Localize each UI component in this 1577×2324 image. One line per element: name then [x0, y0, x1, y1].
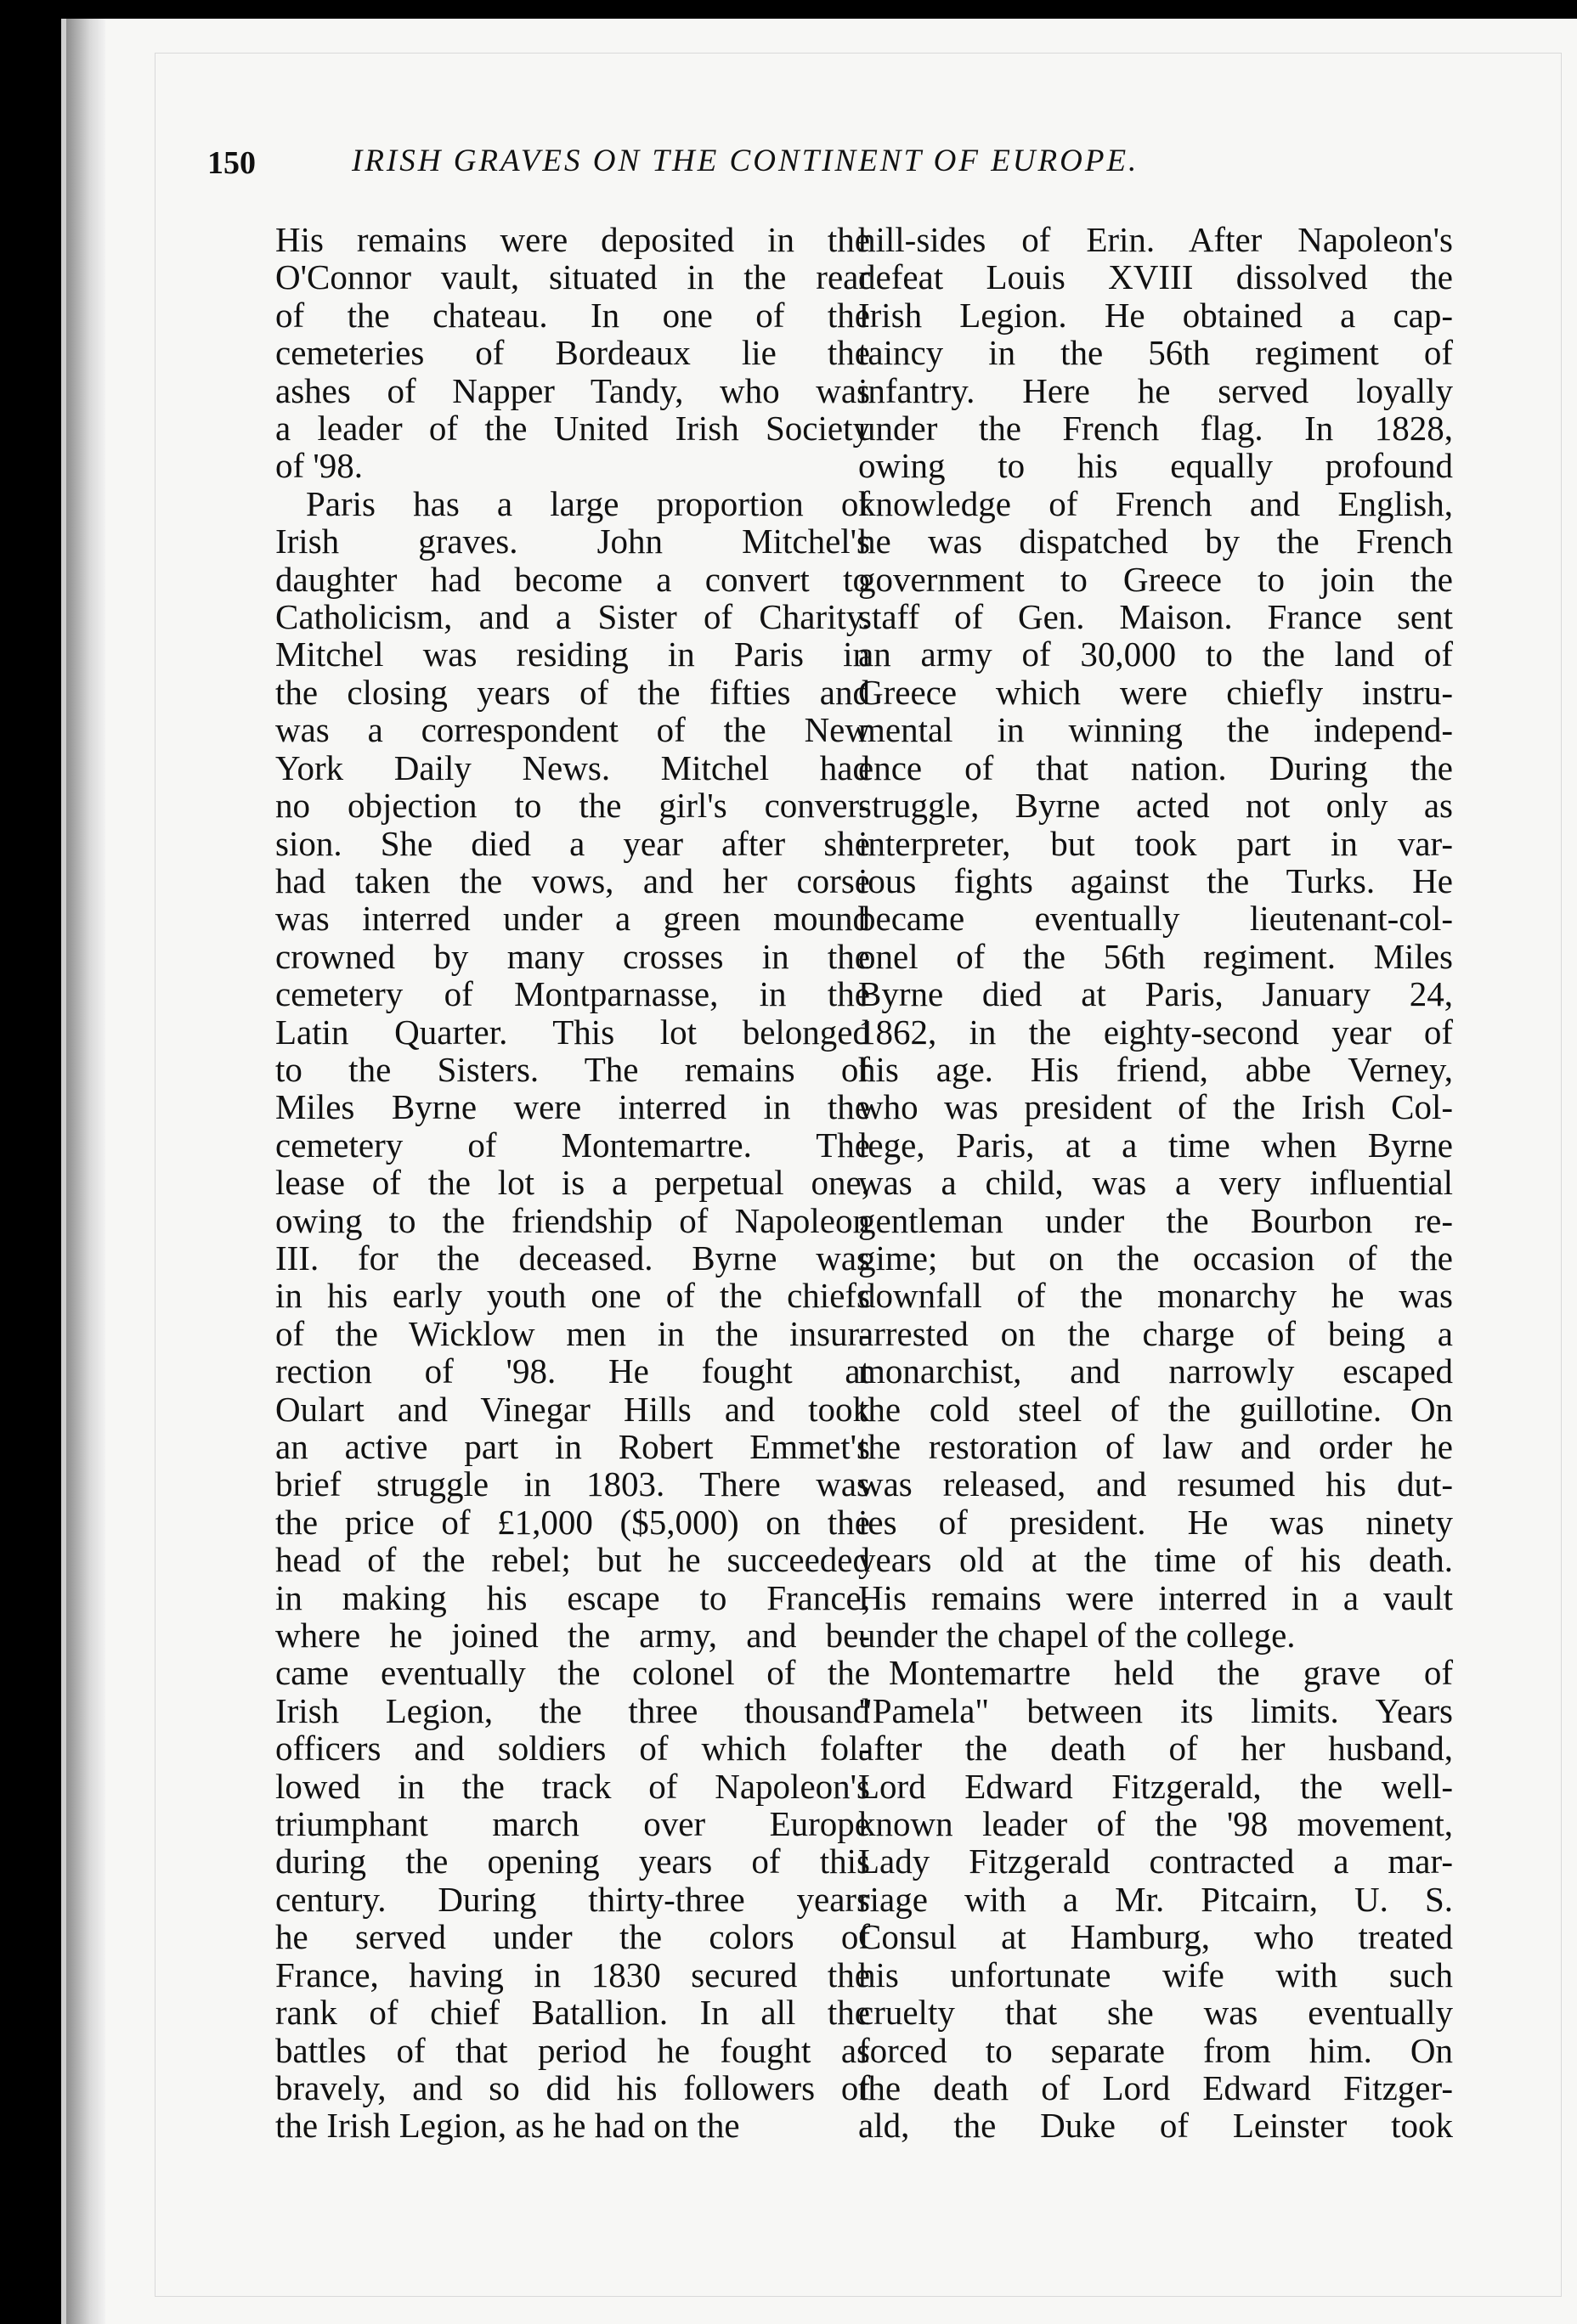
text-line: was interred under a green mound — [275, 899, 870, 939]
text-line: government to Greece to join the — [858, 559, 1453, 599]
page-number: 150 — [207, 145, 256, 181]
text-line: was a correspondent of the New — [275, 710, 870, 750]
text-line: in his early youth one of the chiefs — [275, 1276, 870, 1316]
text-line: downfall of the monarchy he was — [858, 1276, 1453, 1316]
text-line: cemetery of Montemartre. The — [275, 1125, 870, 1165]
text-line: an army of 30,000 to the land of — [858, 635, 1453, 674]
text-line: arrested on the charge of being a — [858, 1313, 1453, 1353]
text-line: sion. She died a year after she — [275, 823, 870, 863]
text-line: ald, the Duke of Leinster took — [858, 2106, 1453, 2146]
text-line: Lord Edward Fitzgerald, the well- — [858, 1766, 1453, 1806]
text-line: battles of that period he fought as — [275, 2030, 870, 2070]
text-line: under the chapel of the college. — [858, 1616, 1296, 1656]
text-line: Consul at Hamburg, who treated — [858, 1917, 1453, 1957]
left-text-column — [275, 221, 870, 2145]
text-line: York Daily News. Mitchel had — [275, 747, 870, 787]
text-line: daughter had become a convert to — [275, 559, 870, 599]
text-line: onel of the 56th regiment. Miles — [858, 936, 1453, 976]
text-line: his unfortunate wife with such — [858, 1955, 1453, 1994]
text-line: was released, and resumed his dut- — [858, 1464, 1453, 1504]
text-line: ies of president. He was ninety — [858, 1502, 1453, 1542]
running-title: IRISH GRAVES ON THE CONTINENT OF EUROPE. — [352, 144, 1139, 178]
text-line: III. for the deceased. Byrne was — [275, 1238, 870, 1278]
text-line: officers and soldiers of which fol- — [275, 1729, 870, 1768]
text-line: the Irish Legion, as he had on the — [275, 2106, 740, 2146]
text-line: rection of '98. He fought at — [275, 1351, 870, 1391]
text-line: forced to separate from him. On — [858, 2030, 1453, 2070]
text-line: no objection to the girl's conver- — [275, 786, 870, 826]
text-line: the cold steel of the guillotine. On — [858, 1389, 1453, 1429]
text-line: infantry. Here he served loyally — [858, 370, 1453, 410]
text-line: after the death of her husband, — [858, 1729, 1453, 1768]
text-line: gentleman under the Bourbon re- — [858, 1200, 1453, 1240]
text-line: century. During thirty-three years — [275, 1879, 870, 1919]
text-line: where he joined the army, and be- — [275, 1616, 870, 1656]
text-line: Oulart and Vinegar Hills and took — [275, 1389, 870, 1429]
text-line: Miles Byrne were interred in the — [275, 1087, 870, 1127]
text-line: lege, Paris, at a time when Byrne — [858, 1125, 1453, 1165]
text-line: in making his escape to France, — [275, 1577, 870, 1617]
text-line: His remains were deposited in the — [275, 220, 870, 259]
text-line: Lady Fitzgerald contracted a mar- — [858, 1842, 1453, 1881]
text-line: the restoration of law and order he — [858, 1427, 1453, 1466]
text-line: owing to his equally profound — [858, 446, 1453, 486]
text-line: rank of chief Batallion. In all the — [275, 1993, 870, 2033]
text-line: hill-sides of Erin. After Napoleon's — [858, 220, 1453, 259]
text-line: triumphant march over Europe — [275, 1804, 870, 1844]
text-line: Irish graves. John Mitchel's — [275, 522, 870, 561]
text-line: brief struggle in 1803. There was — [275, 1464, 870, 1504]
text-line: lowed in the track of Napoleon's — [275, 1766, 870, 1806]
text-line: of the chateau. In one of the — [275, 295, 870, 335]
text-line: Greece which were chiefly instru- — [858, 672, 1453, 712]
text-line: staff of Gen. Maison. France sent — [858, 597, 1453, 637]
text-line: Byrne died at Paris, January 24, — [858, 974, 1453, 1014]
text-line: 1862, in the eighty-second year of — [858, 1012, 1453, 1052]
text-line: struggle, Byrne acted not only as — [858, 786, 1453, 826]
text-line: Irish Legion. He obtained a cap- — [858, 295, 1453, 335]
page-header — [207, 143, 1261, 194]
text-line: years old at the time of his death. — [858, 1540, 1453, 1580]
text-line: a leader of the United Irish Society — [275, 409, 870, 448]
text-line: the death of Lord Edward Fitzger- — [858, 2067, 1453, 2107]
right-text-column — [858, 221, 1453, 2145]
text-line: to the Sisters. The remains of — [275, 1049, 870, 1089]
text-line: Mitchel was residing in Paris in — [275, 635, 870, 674]
text-line: his age. His friend, abbe Verney, — [858, 1049, 1453, 1089]
page-gutter-shadow — [66, 19, 105, 2324]
text-line: an active part in Robert Emmet's — [275, 1427, 870, 1466]
text-line: Montemartre held the grave of — [889, 1653, 1453, 1693]
text-line: ashes of Napper Tandy, who was — [275, 370, 870, 410]
text-line: the closing years of the fifties and — [275, 672, 870, 712]
text-line: ious fights against the Turks. He — [858, 860, 1453, 900]
text-line: ence of that nation. During the — [858, 747, 1453, 787]
text-line: interpreter, but took part in var- — [858, 823, 1453, 863]
text-line: he was dispatched by the French — [858, 522, 1453, 561]
text-line: he served under the colors of — [275, 1917, 870, 1957]
text-line: known leader of the '98 movement, — [858, 1804, 1453, 1844]
text-line: had taken the vows, and her corse — [275, 860, 870, 900]
text-line: crowned by many crosses in the — [275, 936, 870, 976]
text-line: "Pamela" between its limits. Years — [858, 1690, 1453, 1730]
text-line: knowledge of French and English, — [858, 483, 1453, 523]
text-line: lease of the lot is a perpetual one, — [275, 1163, 870, 1203]
text-line: during the opening years of this — [275, 1842, 870, 1881]
text-line: France, having in 1830 secured the — [275, 1955, 870, 1994]
text-line: who was president of the Irish Col- — [858, 1087, 1453, 1127]
text-line: of '98. — [275, 446, 364, 486]
text-line: cruelty that she was eventually — [858, 1993, 1453, 2033]
text-line: of the Wicklow men in the insur- — [275, 1313, 870, 1353]
text-line: under the French flag. In 1828, — [858, 409, 1453, 448]
text-line: owing to the friendship of Napoleon — [275, 1200, 870, 1240]
text-line: Latin Quarter. This lot belonged — [275, 1012, 870, 1052]
text-line: Paris has a large proportion of — [306, 483, 870, 523]
text-line: cemeteries of Bordeaux lie the — [275, 333, 870, 373]
text-line: was a child, was a very influential — [858, 1163, 1453, 1203]
text-line: the price of £1,000 ($5,000) on the — [275, 1502, 870, 1542]
text-line: gime; but on the occasion of the — [858, 1238, 1453, 1278]
text-line: mental in winning the independ- — [858, 710, 1453, 750]
text-line: Irish Legion, the three thousand — [275, 1690, 870, 1730]
text-line: came eventually the colonel of the — [275, 1653, 870, 1693]
text-line: cemetery of Montparnasse, in the — [275, 974, 870, 1014]
text-line: bravely, and so did his followers of — [275, 2067, 870, 2107]
text-line: taincy in the 56th regiment of — [858, 333, 1453, 373]
text-line: became eventually lieutenant-col- — [858, 899, 1453, 939]
text-line: riage with a Mr. Pitcairn, U. S. — [858, 1879, 1453, 1919]
text-line: Catholicism, and a Sister of Charity. — [275, 597, 870, 637]
text-line: head of the rebel; but he succeeded — [275, 1540, 870, 1580]
text-line: monarchist, and narrowly escaped — [858, 1351, 1453, 1391]
text-line: O'Connor vault, situated in the rear — [275, 257, 870, 297]
text-line: defeat Louis XVIII dissolved the — [858, 257, 1453, 297]
text-line: His remains were interred in a vault — [858, 1577, 1453, 1617]
